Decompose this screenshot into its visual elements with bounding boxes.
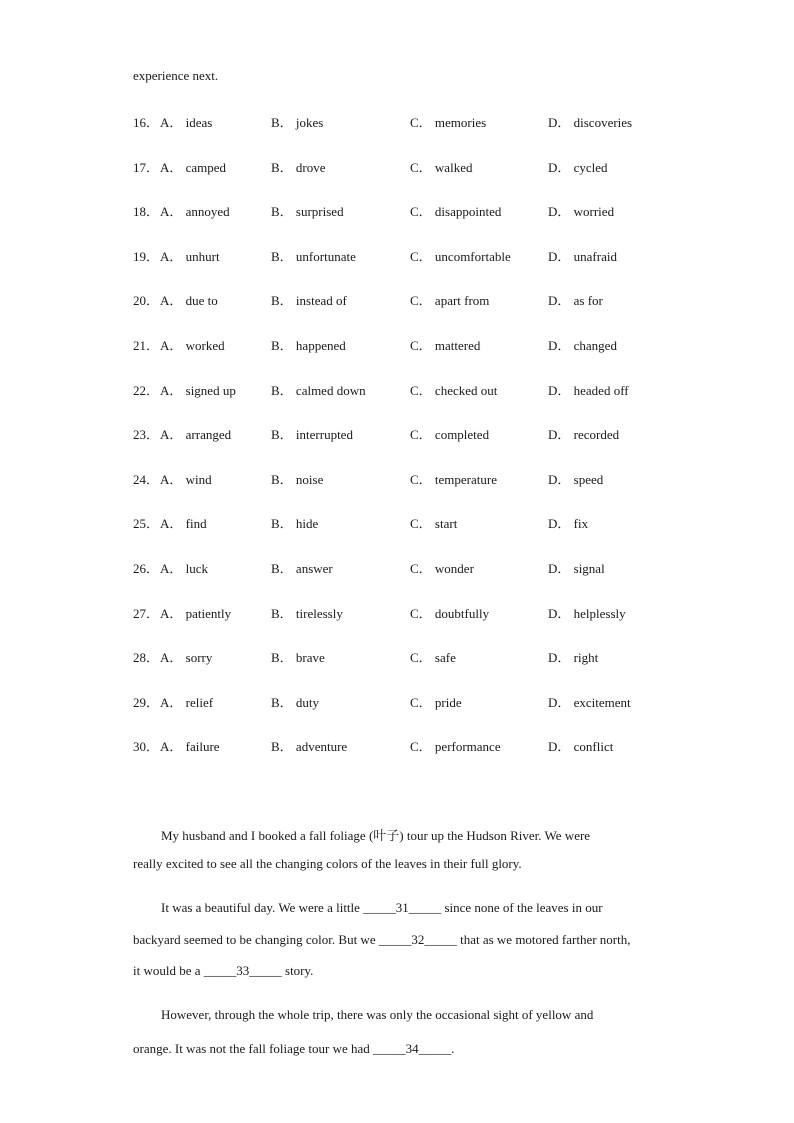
option-a[interactable]: A． camped — [160, 159, 227, 175]
blank-33[interactable]: _____33_____ — [203, 963, 282, 978]
option-b[interactable]: B． jokes — [271, 115, 324, 130]
option-d[interactable]: D． conflict — [548, 739, 614, 755]
option-c[interactable]: C． checked out — [410, 382, 498, 398]
option-a[interactable]: A． wind — [160, 471, 212, 487]
question-number: 20． — [133, 293, 160, 309]
question-number: 30． — [133, 739, 160, 755]
option-a[interactable]: A． due to — [160, 293, 218, 309]
option-b[interactable]: B． instead of — [271, 293, 347, 309]
option-a[interactable]: A． sorry — [160, 650, 213, 666]
p3-line2-text-a: orange. It was not the fall foliage tour we had — [133, 1041, 374, 1056]
option-c[interactable]: C． memories — [410, 115, 487, 130]
option-d[interactable]: D． as for — [548, 293, 603, 309]
option-a[interactable]: A． failure — [160, 739, 220, 755]
option-b[interactable]: B． unfortunate — [271, 248, 356, 264]
question-number: 21． — [133, 338, 160, 353]
option-c[interactable]: C． start — [410, 516, 458, 532]
option-a[interactable]: A． luck — [160, 561, 209, 576]
p2-line3-text-b: story. — [281, 963, 314, 978]
question-number: 18． — [133, 204, 160, 220]
intro-tail: experience next. — [133, 68, 219, 83]
option-a[interactable]: A． find — [160, 516, 207, 532]
option-a[interactable]: A． patiently — [160, 605, 232, 621]
option-b[interactable]: B． duty — [271, 694, 320, 710]
option-c[interactable]: C． safe — [410, 650, 456, 666]
option-d[interactable]: D． cycled — [548, 159, 608, 175]
option-a[interactable]: A． annoyed — [160, 204, 230, 220]
option-d[interactable]: D． worried — [548, 204, 615, 220]
question-number: 24． — [133, 471, 160, 487]
option-c[interactable]: C． wonder — [410, 561, 474, 576]
p1-line2: really excited to see all the changing colors of the leaves in their full glory. — [133, 856, 522, 871]
option-a[interactable]: A． signed up — [160, 382, 236, 398]
p2-line2 — [133, 932, 630, 948]
question-number: 16． — [133, 115, 160, 130]
option-b[interactable]: B． hide — [271, 516, 319, 532]
p1-line1: My husband and I booked a fall foliage (叶子) tour up the Hudson River. We were — [161, 828, 591, 843]
option-b[interactable]: B． drove — [271, 159, 326, 175]
option-b[interactable]: B． happened — [271, 338, 346, 353]
option-b[interactable]: B． interrupted — [271, 427, 353, 443]
option-c[interactable]: C． mattered — [410, 338, 481, 353]
question-number: 17． — [133, 159, 160, 175]
option-c[interactable]: C． performance — [410, 739, 501, 755]
option-d[interactable]: D． speed — [548, 471, 604, 487]
option-a[interactable]: A． arranged — [160, 427, 232, 443]
option-d[interactable]: D． changed — [548, 338, 617, 353]
option-c[interactable]: C． pride — [410, 694, 462, 710]
option-b[interactable]: B． answer — [271, 561, 333, 576]
question-number: 27． — [133, 605, 160, 621]
option-c[interactable]: C． uncomfortable — [410, 248, 511, 264]
option-d[interactable]: D． fix — [548, 516, 589, 532]
option-c[interactable]: C． apart from — [410, 293, 490, 309]
p2-line1 — [161, 900, 603, 916]
option-b[interactable]: B． brave — [271, 650, 325, 666]
option-b[interactable]: B． surprised — [271, 204, 344, 220]
blank-34[interactable]: _____34_____ — [373, 1041, 452, 1056]
p3-line2 — [133, 1041, 454, 1057]
p3-line2-text-b: . — [451, 1041, 455, 1056]
option-d[interactable]: D． right — [548, 650, 599, 666]
p2-line1-text-a: It was a beautiful day. We were a little — [161, 900, 364, 915]
option-a[interactable]: A． relief — [160, 694, 214, 710]
option-d[interactable]: D． unafraid — [548, 248, 617, 264]
option-d[interactable]: D． headed off — [548, 382, 629, 398]
option-b[interactable]: B． adventure — [271, 739, 348, 755]
option-d[interactable]: D． helplessly — [548, 605, 626, 621]
option-b[interactable]: B． calmed down — [271, 382, 366, 398]
option-c[interactable]: C． doubtfully — [410, 605, 490, 621]
question-number: 25． — [133, 516, 160, 532]
option-d[interactable]: D． signal — [548, 561, 605, 576]
p2-line2-text-b: that as we motored farther north, — [456, 932, 631, 947]
option-d[interactable]: D． recorded — [548, 427, 620, 443]
option-c[interactable]: C． walked — [410, 159, 473, 175]
option-d[interactable]: D． excitement — [548, 694, 631, 710]
p2-line3-text-a: it would be a — [133, 963, 204, 978]
question-number: 23． — [133, 427, 160, 443]
option-c[interactable]: C． completed — [410, 427, 490, 443]
p3-line1: However, through the whole trip, there was only the occasional sight of yellow and — [161, 1007, 594, 1022]
p2-line3 — [133, 963, 313, 979]
question-number: 28． — [133, 650, 160, 666]
option-a[interactable]: A． unhurt — [160, 248, 220, 264]
option-d[interactable]: D． discoveries — [548, 115, 633, 130]
option-b[interactable]: B． tirelessly — [271, 605, 343, 621]
option-c[interactable]: C． disappointed — [410, 204, 502, 220]
question-number: 29． — [133, 694, 160, 710]
question-number: 19． — [133, 248, 160, 264]
blank-31[interactable]: _____31_____ — [363, 900, 442, 915]
option-a[interactable]: A． ideas — [160, 115, 213, 130]
blank-32[interactable]: _____32_____ — [378, 932, 457, 947]
question-number: 26． — [133, 561, 160, 576]
p2-line1-text-b: since none of the leaves in our — [441, 900, 603, 915]
option-b[interactable]: B． noise — [271, 471, 324, 487]
option-c[interactable]: C． temperature — [410, 471, 497, 487]
option-a[interactable]: A． worked — [160, 338, 225, 353]
question-number: 22． — [133, 382, 160, 398]
p2-line2-text-a: backyard seemed to be changing color. But we — [133, 932, 379, 947]
